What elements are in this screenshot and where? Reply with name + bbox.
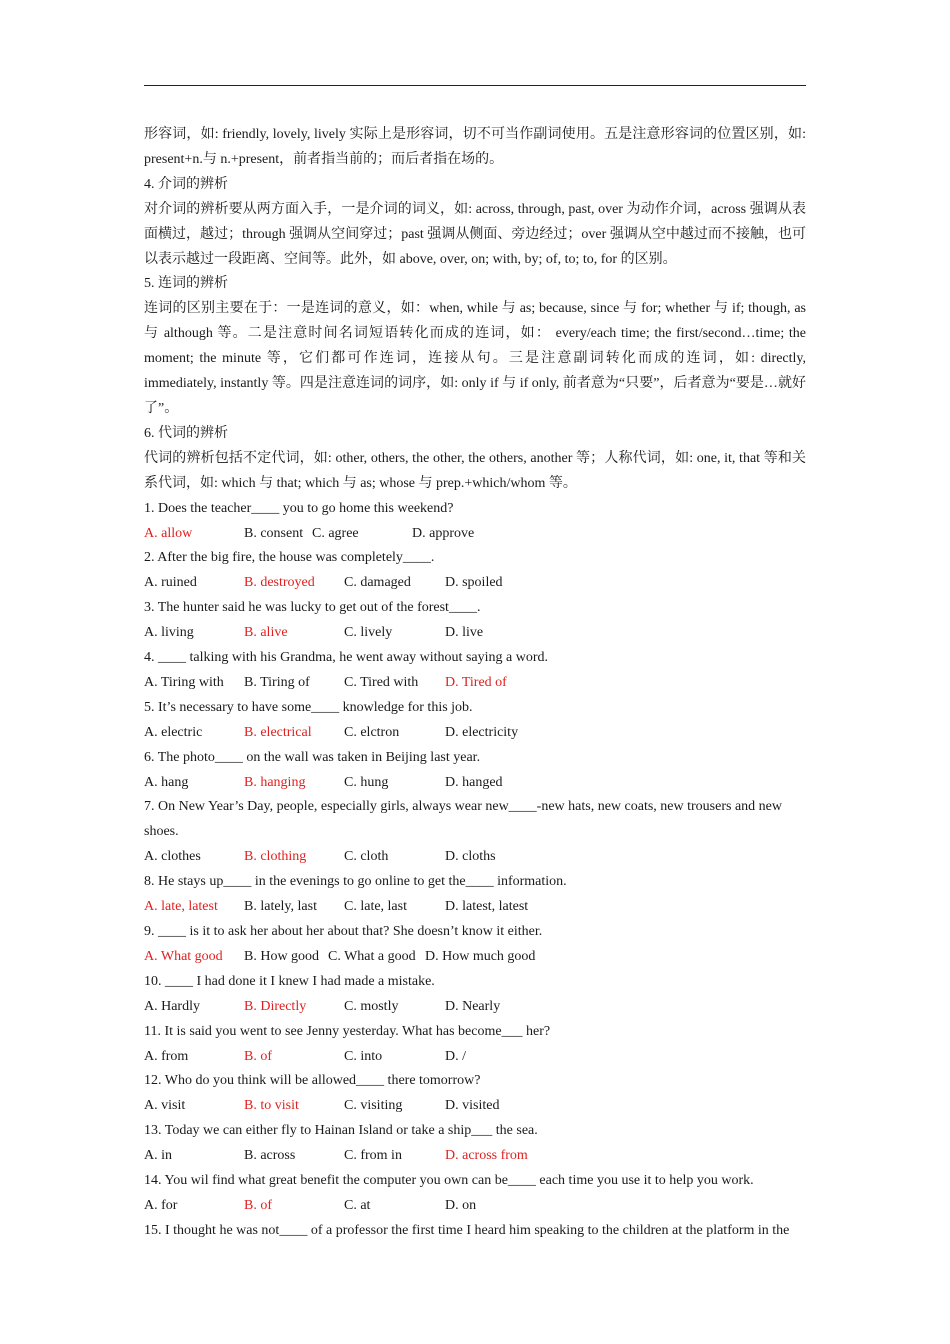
answer-option: D. on: [445, 1197, 477, 1213]
answer-option: D. latest, latest: [445, 899, 529, 915]
question-text: 6. The photo____ on the wall was taken in Beijing last year.: [144, 749, 481, 765]
paragraph-adjective: 形容词，如: friendly, lovely, lively 实际上是形容词，切不可当作副词使用。五是注意形容词的位置区别，如: present+n.与 n.+present，前者指当前的；而后者指在场的。: [144, 127, 806, 167]
question-text: 10. ____ I had done it I knew I had made a mistake.: [144, 973, 435, 989]
answer-option: C. lively: [344, 625, 393, 641]
answer-option: C. cloth: [344, 849, 389, 865]
option-row: [144, 522, 806, 547]
header-rule: [144, 85, 806, 86]
answer-option: C. visiting: [344, 1098, 403, 1114]
answer-option: D. spoiled: [445, 575, 503, 591]
question-text: 12. Who do you think will be allowed____ there tomorrow?: [144, 1073, 481, 1089]
option-row: [144, 995, 806, 1020]
option-row: [144, 845, 806, 870]
question-text: 14. You wil find what great benefit the computer you own can be____ each time you use it to help you work.: [144, 1173, 754, 1189]
answer-option: D. approve: [412, 525, 475, 541]
answer-option-correct: B. to visit: [244, 1098, 299, 1114]
question-text: 3. The hunter said he was lucky to get out of the forest____.: [144, 600, 481, 616]
option-row: [144, 771, 806, 796]
question-text: 1. Does the teacher____ you to go home this weekend?: [144, 500, 454, 516]
answer-option: D. How much good: [425, 948, 536, 964]
answer-option: C. elctron: [344, 724, 400, 740]
answer-option: A. living: [144, 625, 194, 641]
option-row: [144, 671, 806, 696]
paragraph-conjunctions: 连词的区别主要在于：一是连词的意义，如：when, while 与 as; because, since 与 for; whether 与 if; though, as 与 although 等。二是注意时间名词短语转化而成的连词，如： every/each time; the first/second…time; the moment; the minute 等，它们都可作连词，连接从句。三是注意副词转化而成的连词，如: directly, immediately, instantly 等。四是注意连词的词序，如: only if 与 if only, 前者意为“只要”，后者意为“要是…就好了”。: [144, 301, 806, 416]
answer-option: C. into: [344, 1048, 383, 1064]
option-row: [144, 1094, 806, 1119]
answer-option: B. consent: [244, 525, 304, 541]
answer-option: A. electric: [144, 724, 203, 740]
answer-option: D. visited: [445, 1098, 500, 1114]
answer-option-correct: A. allow: [144, 525, 193, 541]
answer-option: D. Nearly: [445, 998, 501, 1014]
answer-option: A. for: [144, 1197, 178, 1213]
answer-option-correct: D. across from: [445, 1148, 528, 1164]
question-text: 11. It is said you went to see Jenny yesterday. What has become___ her?: [144, 1023, 551, 1039]
answer-option-correct: B. destroyed: [244, 575, 315, 591]
question-text: 5. It’s necessary to have some____ knowledge for this job.: [144, 699, 473, 715]
question-text: 9. ____ is it to ask her about her about that? She doesn’t know it either.: [144, 924, 543, 939]
question-text: 8. He stays up____ in the evenings to go online to get the____ information.: [144, 874, 567, 890]
answer-option: C. What a good: [328, 948, 416, 964]
option-row: [144, 1045, 806, 1070]
heading-conjunctions: 5. 连词的辨析: [144, 276, 228, 292]
option-row: [144, 571, 806, 596]
question-list: [144, 497, 806, 1244]
answer-option: A. Hardly: [144, 998, 200, 1014]
answer-option-correct: B. clothing: [244, 849, 307, 865]
option-row: [144, 1144, 806, 1169]
answer-option: A. clothes: [144, 849, 201, 865]
answer-option-correct: A. late, latest: [144, 899, 218, 915]
answer-option: C. late, last: [344, 899, 407, 915]
answer-option: D. electricity: [445, 724, 519, 740]
question-text: 2. After the big fire, the house was completely____.: [144, 550, 435, 566]
option-row: [144, 621, 806, 646]
option-row: [144, 721, 806, 746]
question-text: 13. Today we can either fly to Hainan Island or take a ship___ the sea.: [144, 1123, 538, 1139]
answer-option: C. Tired with: [344, 674, 419, 690]
paragraph-pronouns: 代词的辨析包括不定代词，如: other, others, the other, the others, another 等；人称代词，如: one, it, that 等和关系代词，如: which 与 that; which 与 as; whose 与 prep.+which/whom 等。: [144, 450, 806, 491]
answer-option: B. How good: [244, 948, 320, 964]
paragraph-prepositions: 对介词的辨析要从两方面入手，一是介词的词义，如: across, through, past, over 为动作介词，across 强调从表面横过，越过；through 强调从空间穿过；past 强调从侧面、旁边经过；over 强调从空中越过而不接触，也可以表示越过一段距离、空间等。此外，如 above, over, on; with, by; of, to; to, for 的区别。: [144, 201, 806, 267]
answer-option: D. live: [445, 625, 484, 641]
answer-option-correct: B. hanging: [244, 774, 306, 790]
answer-option-correct: B. alive: [244, 625, 288, 641]
question-text: 7. On New Year’s Day, people, especially girls, always wear new____-new hats, new coats, new trousers and new shoes.: [144, 799, 782, 840]
answer-option: C. at: [344, 1197, 371, 1213]
document-body: [144, 123, 806, 1244]
answer-option: C. from in: [344, 1148, 402, 1164]
option-row: [144, 1194, 806, 1219]
answer-option-correct: B. of: [244, 1197, 272, 1213]
answer-option: B. Tiring of: [244, 674, 310, 690]
answer-option: C. mostly: [344, 998, 399, 1014]
answer-option-correct: A. What good: [144, 948, 223, 964]
answer-option: C. hung: [344, 774, 389, 790]
answer-option: D. cloths: [445, 849, 496, 865]
answer-option-correct: B. of: [244, 1048, 272, 1064]
answer-option: D. /: [445, 1048, 466, 1064]
answer-option: A. Tiring with: [144, 674, 224, 690]
answer-option: A. from: [144, 1048, 189, 1064]
question-text: 15. I thought he was not____ of a professor the first time I heard him speaking to the children at the platform in the: [144, 1222, 790, 1238]
answer-option: C. agree: [312, 525, 359, 541]
question-text: 4. ____ talking with his Grandma, he went away without saying a word.: [144, 650, 548, 666]
answer-option: A. visit: [144, 1098, 186, 1114]
answer-option: A. ruined: [144, 575, 197, 591]
answer-option: D. hanged: [445, 774, 503, 790]
answer-option: A. in: [144, 1148, 172, 1164]
answer-option: A. hang: [144, 774, 189, 790]
answer-option: B. lately, last: [244, 899, 317, 915]
answer-option-correct: B. electrical: [244, 724, 312, 740]
option-row: [144, 895, 806, 920]
option-row: [144, 945, 806, 970]
answer-option-correct: D. Tired of: [445, 674, 507, 690]
heading-prepositions: 4. 介词的辨析: [144, 176, 228, 192]
answer-option: B. across: [244, 1148, 296, 1164]
answer-option: C. damaged: [344, 575, 411, 591]
answer-option-correct: B. Directly: [244, 998, 307, 1014]
heading-pronouns: 6. 代词的辨析: [144, 425, 228, 441]
